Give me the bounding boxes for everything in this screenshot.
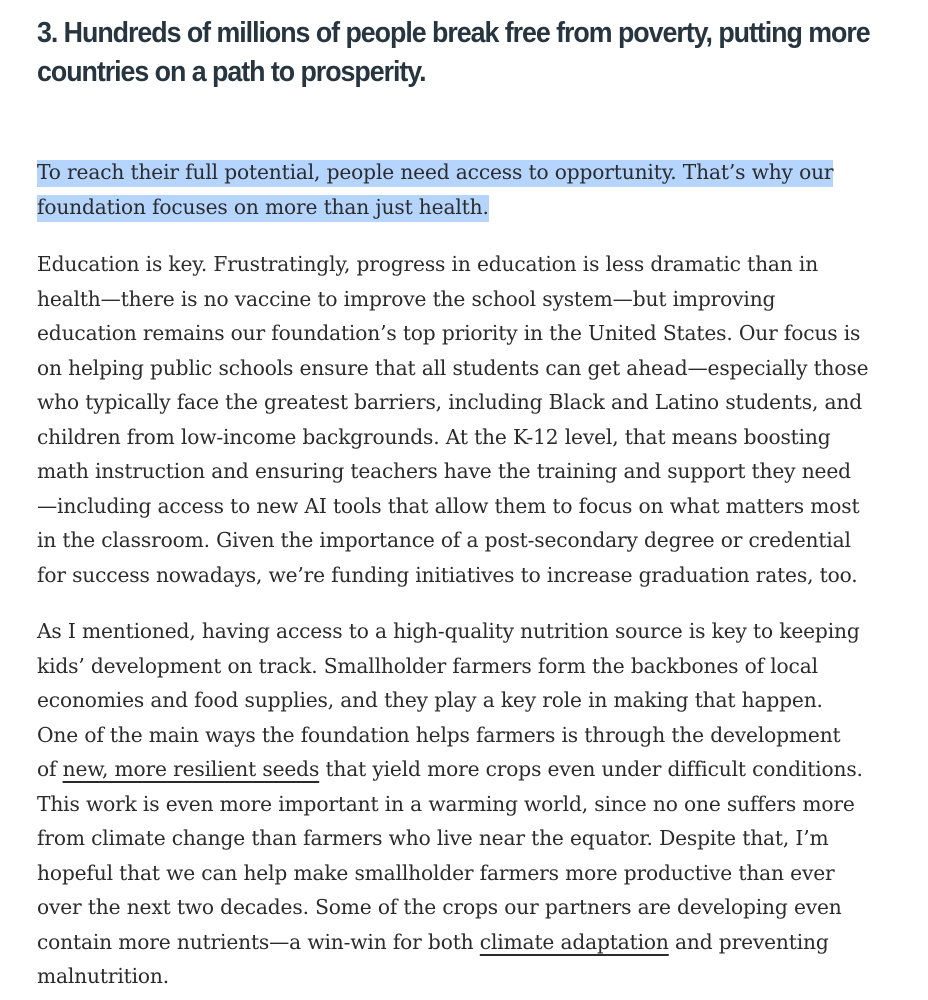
nutrition-paragraph bbox=[37, 614, 863, 994]
paragraph-line: kids’ development on track. Smallholder farmers form the backbones of local bbox=[37, 653, 818, 678]
paragraph-line: in the classroom. Given the importance of a post-secondary degree or credential bbox=[37, 528, 851, 552]
paragraph-line-with-link bbox=[37, 752, 863, 787]
paragraph-line: math instruction and ensuring teachers have the training and support they need bbox=[37, 459, 851, 483]
highlighted-paragraph bbox=[37, 155, 833, 224]
paragraph-line: economies and food supplies, and they play a key role in making that happen. bbox=[37, 688, 823, 712]
text-selection[interactable]: To reach their full potential, people need access to opportunity. That’s why our bbox=[37, 160, 833, 187]
paragraph-line: who typically face the greatest barriers, including Black and Latino students, and bbox=[37, 390, 862, 414]
paragraph-line-with-link bbox=[37, 925, 863, 960]
paragraph-line: education remains our foundation’s top priority in the United States. Our focus is bbox=[37, 321, 861, 345]
paragraph-line: children from low-income backgrounds. At the K-12 level, that means boosting bbox=[37, 424, 831, 449]
paragraph-line: from climate change than farmers who live near the equator. Despite that, I’m bbox=[37, 826, 829, 850]
paragraph-line: health—there is no vaccine to improve the school system—but improving bbox=[37, 286, 776, 311]
paragraph-line: hopeful that we can help make smallholder farmers more productive than ever bbox=[37, 860, 835, 885]
resilient-seeds-link[interactable]: new, more resilient seeds bbox=[62, 757, 320, 781]
section-heading-line-1: 3. Hundreds of millions of people break free from poverty, putting more bbox=[37, 17, 870, 49]
paragraph-line: Education is key. Frustratingly, progress in education is less dramatic than in bbox=[37, 252, 819, 276]
text-after-link: and preventing bbox=[668, 929, 829, 954]
education-paragraph bbox=[37, 247, 868, 592]
paragraph-line: over the next two decades. Some of the crops our partners are developing even bbox=[37, 895, 842, 919]
paragraph-line: for success nowadays, we’re funding initiatives to increase graduation rates, too. bbox=[37, 562, 858, 587]
text-after-link: that yield more crops even under difficult conditions. bbox=[319, 757, 863, 781]
climate-adaptation-link[interactable]: climate adaptation bbox=[479, 929, 669, 954]
section-heading bbox=[37, 14, 897, 92]
paragraph-line: As I mentioned, having access to a high-quality nutrition source is key to keeping bbox=[37, 619, 860, 643]
paragraph-line: —including access to new AI tools that allow them to focus on what matters most bbox=[37, 493, 860, 518]
text-selection[interactable]: foundation focuses on more than just health. bbox=[37, 195, 489, 222]
article-body bbox=[37, 14, 897, 988]
section-heading-line-2: countries on a path to prosperity. bbox=[37, 56, 426, 88]
paragraph-line: malnutrition. bbox=[37, 964, 170, 988]
paragraph-line: This work is even more important in a warming world, since no one suffers more bbox=[37, 791, 855, 816]
text-before-link: of bbox=[37, 757, 63, 781]
paragraph-line: on helping public schools ensure that all students can get ahead—especially those bbox=[37, 355, 869, 380]
text-before-link: contain more nutrients—a win-win for both bbox=[37, 929, 480, 954]
paragraph-line: One of the main ways the foundation helps farmers is through the development bbox=[37, 722, 841, 747]
